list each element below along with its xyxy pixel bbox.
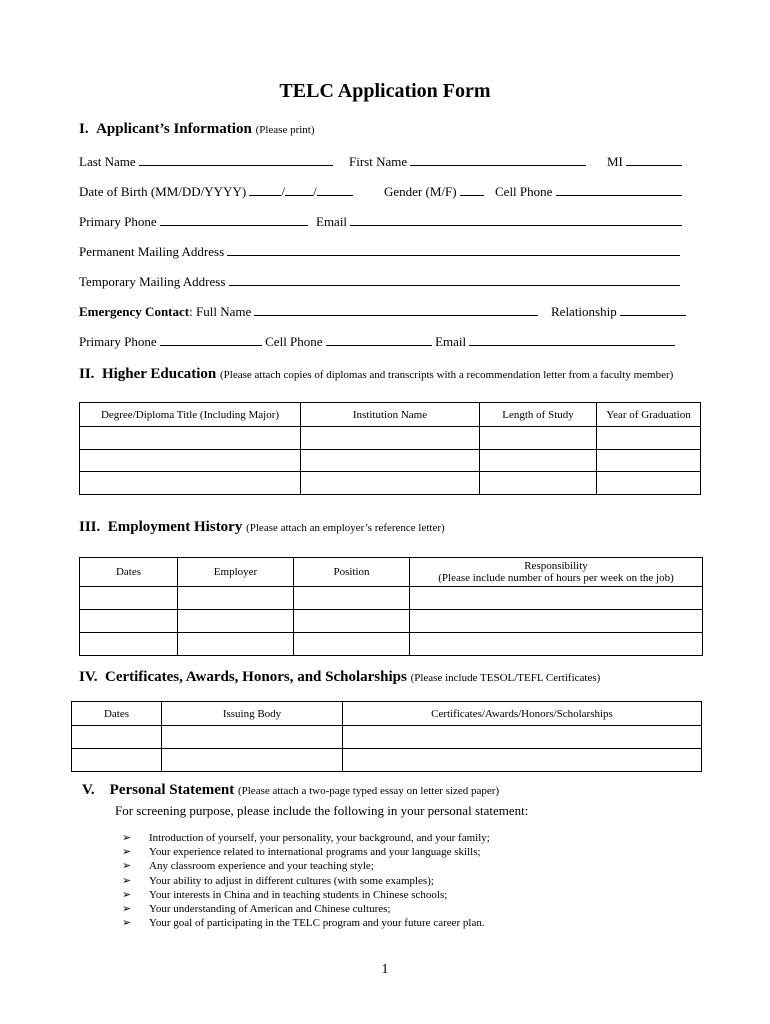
list-item: [122, 902, 490, 916]
last-name-label: Last Name: [79, 154, 136, 169]
page-title: TELC Application Form: [279, 80, 491, 102]
section3-heading: [79, 519, 445, 536]
table-cell[interactable]: [343, 749, 702, 772]
dob-slash: /: [313, 184, 317, 199]
primary-phone-row: [79, 213, 308, 230]
mi-label: MI: [607, 154, 623, 169]
list-item: [122, 916, 490, 930]
table-cell[interactable]: [162, 726, 343, 749]
dob-label: Date of Birth (MM/DD/YYYY): [79, 184, 247, 199]
column-header: Year of Graduation: [597, 403, 701, 427]
table-cell[interactable]: [294, 587, 410, 610]
section5-note: (Please attach a two-page typed essay on letter sized paper): [237, 785, 500, 797]
arrow-bullet-icon: ➢: [122, 917, 132, 930]
table-cell[interactable]: [294, 610, 410, 633]
temporary-address-field[interactable]: [229, 273, 680, 286]
section3-number: III.: [79, 519, 101, 535]
gender-field[interactable]: [460, 183, 484, 196]
primary-phone-field[interactable]: [160, 213, 308, 226]
ec-primary-phone-field[interactable]: [160, 333, 262, 346]
section1-title: Applicant’s Information: [96, 121, 252, 137]
page-number: 1: [381, 962, 389, 977]
column-header: Institution Name: [301, 403, 480, 427]
first-name-field[interactable]: [410, 153, 586, 166]
first-name-row: [349, 153, 586, 170]
section4-number: IV.: [79, 669, 98, 685]
ec-phone-row: [79, 333, 675, 350]
temporary-address-row: [79, 273, 680, 290]
emergency-contact-colon: :: [189, 304, 193, 319]
table-cell[interactable]: [480, 450, 597, 472]
relationship-field[interactable]: [620, 303, 686, 316]
section1-heading: [79, 121, 315, 138]
table-cell[interactable]: [80, 587, 178, 610]
table-cell[interactable]: [597, 450, 701, 472]
table-header-row: [80, 403, 701, 427]
last-name-row: [79, 153, 333, 170]
table-cell[interactable]: [597, 427, 701, 450]
mi-field[interactable]: [626, 153, 682, 166]
section4-note: (Please include TESOL/TEFL Certificates): [410, 672, 601, 684]
table-row: [80, 472, 701, 495]
arrow-bullet-icon: ➢: [122, 888, 132, 901]
table-cell[interactable]: [597, 472, 701, 495]
column-header: Dates: [72, 702, 162, 726]
certificates-table: [71, 701, 702, 772]
table-row: [72, 749, 702, 772]
full-name-label: Full Name: [195, 304, 252, 319]
ec-cell-phone-label: Cell Phone: [265, 334, 323, 349]
arrow-bullet-icon: ➢: [122, 874, 132, 887]
column-header: Dates: [80, 558, 178, 587]
dob-year-field[interactable]: [317, 183, 353, 196]
dob-month-field[interactable]: [249, 183, 281, 196]
email-row: [316, 213, 682, 230]
column-header: Length of Study: [480, 403, 597, 427]
section4-heading: [79, 669, 600, 686]
column-header: Position: [294, 558, 410, 587]
column-header: Degree/Diploma Title (Including Major): [80, 403, 301, 427]
table-cell[interactable]: [294, 633, 410, 656]
temporary-address-label: Temporary Mailing Address: [79, 274, 226, 289]
list-item: [122, 888, 490, 902]
section5-heading: [82, 782, 499, 799]
emergency-contact-row: [79, 303, 538, 320]
table-cell[interactable]: [301, 472, 480, 495]
table-row: [80, 587, 703, 610]
ec-email-field[interactable]: [469, 333, 675, 346]
permanent-address-label: Permanent Mailing Address: [79, 244, 225, 259]
table-row: [80, 633, 703, 656]
section2-note: (Please attach copies of diplomas and transcripts with a recommendation letter from a faculty member): [220, 369, 674, 381]
responsibility-note: (Please include number of hours per week on the job): [438, 572, 674, 584]
list-item-text: Your goal of participating in the TELC program and your future career plan.: [149, 917, 485, 930]
list-item-text: Your ability to adjust in different cultures (with some examples);: [149, 874, 434, 887]
table-cell[interactable]: [301, 427, 480, 450]
table-cell[interactable]: [410, 587, 703, 610]
table-cell[interactable]: [80, 427, 301, 450]
table-cell[interactable]: [178, 587, 294, 610]
dob-row: [79, 183, 353, 200]
table-row: [80, 450, 701, 472]
table-row: [80, 610, 703, 633]
section2-heading: [79, 366, 673, 383]
list-item-text: Your interests in China and in teaching students in Chinese schools;: [149, 888, 448, 901]
column-header: Issuing Body: [162, 702, 343, 726]
table-cell[interactable]: [410, 610, 703, 633]
table-cell[interactable]: [80, 610, 178, 633]
table-cell[interactable]: [162, 749, 343, 772]
table-cell[interactable]: [178, 610, 294, 633]
statement-items-list: [122, 831, 490, 930]
list-item-text: Your experience related to international programs and your language skills;: [149, 846, 481, 859]
email-label: Email: [316, 214, 348, 229]
table-header-row: [80, 558, 703, 587]
column-header: Responsibility: [524, 560, 588, 572]
table-header-row: [72, 702, 702, 726]
arrow-bullet-icon: ➢: [122, 832, 132, 844]
table-cell[interactable]: [480, 472, 597, 495]
cell-phone-row: [495, 183, 682, 200]
table-cell[interactable]: [80, 633, 178, 656]
ec-email-label: Email: [435, 334, 467, 349]
column-header: Certificates/Awards/Honors/Scholarships: [343, 702, 702, 726]
gender-row: [384, 183, 484, 200]
table-cell[interactable]: [80, 472, 301, 495]
table-cell[interactable]: [480, 427, 597, 450]
dob-day-field[interactable]: [285, 183, 313, 196]
education-table: [79, 402, 701, 495]
list-item-text: Any classroom experience and your teaching style;: [149, 860, 374, 873]
relationship-label: Relationship: [551, 304, 617, 319]
permanent-address-field[interactable]: [227, 243, 680, 256]
section1-note: (Please print): [255, 124, 315, 136]
list-item-text: Introduction of yourself, your personality, your background, and your family;: [149, 832, 490, 844]
gender-label: Gender (M/F): [384, 184, 457, 199]
list-item: [122, 859, 490, 873]
arrow-bullet-icon: ➢: [122, 860, 132, 873]
section3-title: Employment History: [107, 519, 243, 535]
table-row: [72, 726, 702, 749]
table-cell[interactable]: [72, 749, 162, 772]
section1-number: I.: [79, 121, 89, 137]
table-cell[interactable]: [410, 633, 703, 656]
last-name-field[interactable]: [139, 153, 333, 166]
primary-phone-label: Primary Phone: [79, 214, 157, 229]
first-name-label: First Name: [349, 154, 408, 169]
responsibility-header: [410, 558, 703, 587]
full-name-field[interactable]: [254, 303, 538, 316]
arrow-bullet-icon: ➢: [122, 846, 132, 859]
column-header: Employer: [178, 558, 294, 587]
table-cell[interactable]: [80, 450, 301, 472]
list-item: [122, 845, 490, 859]
employment-table: [79, 557, 703, 656]
permanent-address-row: [79, 243, 680, 260]
dob-slash: /: [281, 184, 286, 199]
cell-phone-field[interactable]: [556, 183, 682, 196]
list-item: [122, 831, 490, 845]
section3-note: (Please attach an employer’s reference letter): [246, 522, 445, 534]
mi-row: [607, 153, 682, 170]
section5-title: Personal Statement: [109, 782, 235, 798]
section5-number: V.: [82, 782, 95, 798]
table-cell[interactable]: [178, 633, 294, 656]
table-row: [80, 427, 701, 450]
email-field[interactable]: [350, 213, 682, 226]
list-item: [122, 874, 490, 888]
section4-title: Certificates, Awards, Honors, and Scholarships: [105, 669, 407, 685]
ec-primary-phone-label: Primary Phone: [79, 334, 157, 349]
personal-statement-intro: For screening purpose, please include the following in your personal statement:: [115, 803, 529, 818]
emergency-contact-label: Emergency Contact: [79, 304, 190, 319]
table-cell[interactable]: [343, 726, 702, 749]
section2-title: Higher Education: [101, 366, 217, 382]
ec-cell-phone-field[interactable]: [326, 333, 432, 346]
list-item-text: Your understanding of American and Chinese cultures;: [149, 902, 391, 915]
table-cell[interactable]: [72, 726, 162, 749]
cell-phone-label: Cell Phone: [495, 184, 553, 199]
arrow-bullet-icon: ➢: [122, 902, 132, 915]
table-cell[interactable]: [301, 450, 480, 472]
section2-number: II.: [79, 366, 95, 382]
relationship-row: [551, 303, 686, 320]
